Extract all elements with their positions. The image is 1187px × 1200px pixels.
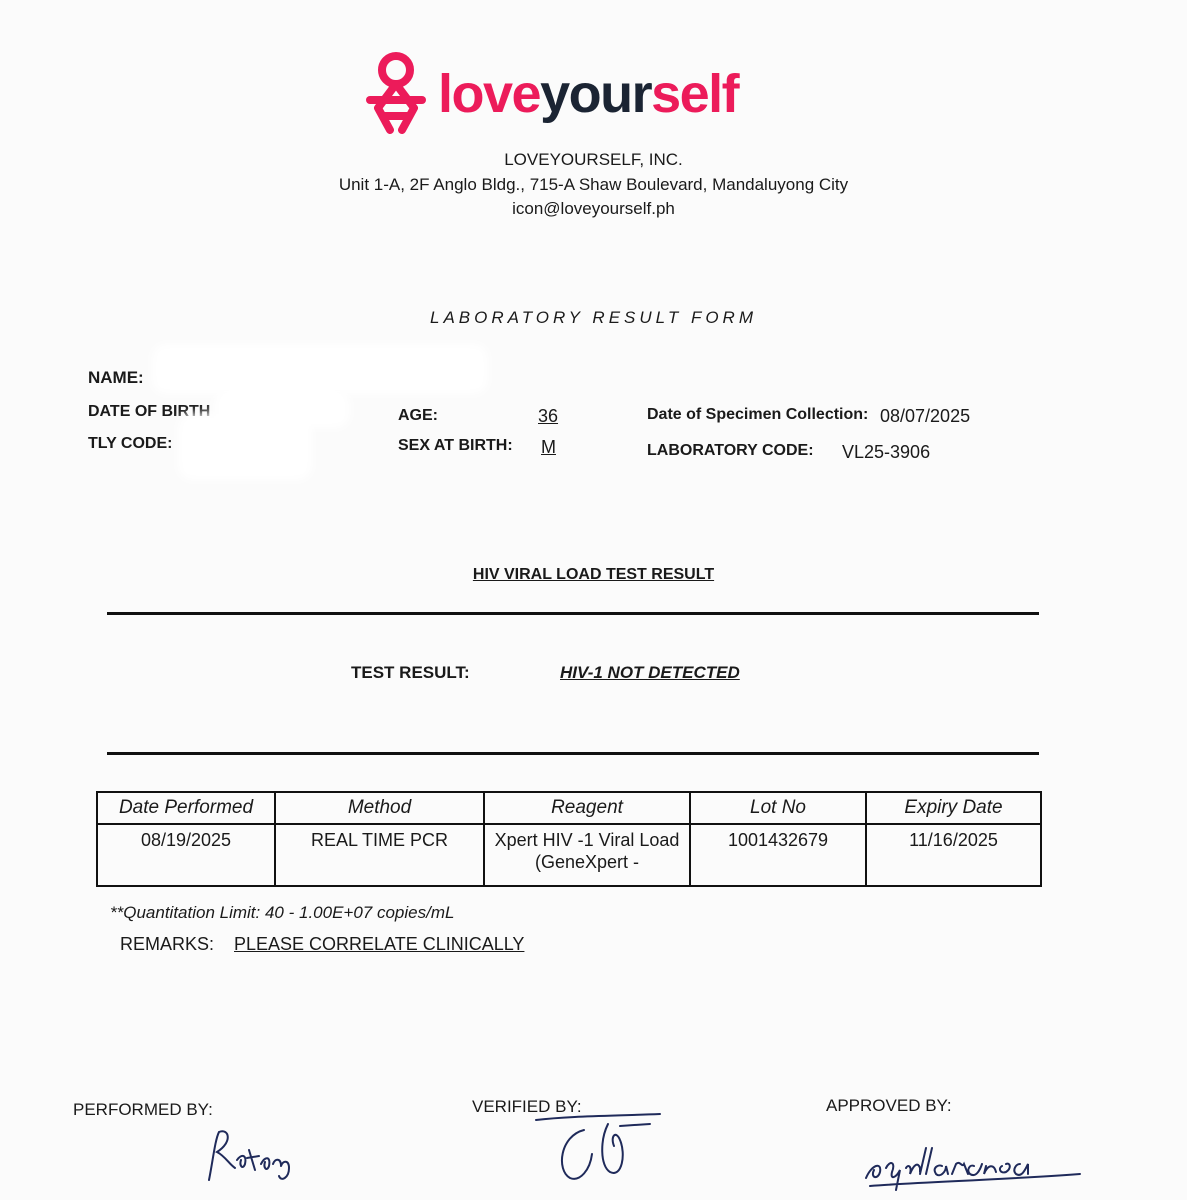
results-table	[96, 791, 1042, 887]
age-value: 36	[538, 406, 559, 426]
redacted-dob	[222, 398, 342, 420]
verified-signature-icon	[530, 1110, 670, 1190]
header-expiry-date: Expiry Date	[866, 792, 1041, 824]
sex-value: M	[541, 437, 556, 457]
wordmark-love: love	[438, 64, 541, 124]
verified-by-label: VERIFIED BY:	[472, 1097, 582, 1116]
form-title: LABORATORY RESULT FORM	[430, 308, 757, 327]
header-lot-no: Lot No	[690, 792, 866, 824]
wordmark-your: your	[540, 64, 652, 124]
section-title: HIV VIRAL LOAD TEST RESULT	[472, 566, 715, 583]
company-address: Unit 1-A, 2F Anglo Bldg., 715-A Shaw Boulevard, Mandaluyong City	[338, 175, 849, 194]
test-result-label: TEST RESULT:	[351, 663, 470, 682]
test-result-value: HIV-1 NOT DETECTED	[560, 663, 740, 682]
redacted-name	[160, 352, 480, 386]
cell-date-performed: 08/19/2025	[97, 824, 275, 886]
approved-by-label: APPROVED BY:	[826, 1096, 952, 1115]
table-header-row	[97, 792, 1041, 824]
lab-code-value: VL25-3906	[842, 442, 931, 462]
cell-expiry-date: 11/16/2025	[866, 824, 1041, 886]
dob-label: DATE OF BIRTH	[88, 403, 211, 420]
table-row	[97, 824, 1041, 886]
tly-code-label: TLY CODE:	[88, 435, 173, 452]
wordmark-self: self	[651, 64, 739, 124]
cell-reagent: Xpert HIV -1 Viral Load (GeneXpert -	[484, 824, 690, 886]
remarks-value: PLEASE CORRELATE CLINICALLY	[234, 934, 525, 954]
name-label: NAME:	[88, 368, 144, 387]
remarks-label: REMARKS:	[120, 934, 215, 954]
approved-signature-icon	[860, 1138, 1090, 1194]
performed-by-label: PERFORMED BY:	[73, 1100, 213, 1119]
sex-label: SEX AT BIRTH:	[398, 437, 513, 454]
company-email: icon@loveyourself.ph	[512, 199, 675, 218]
cell-lot-no: 1001432679	[690, 824, 866, 886]
age-label: AGE:	[398, 407, 438, 424]
header-method: Method	[275, 792, 484, 824]
brand-wordmark	[438, 62, 738, 126]
performed-signature-icon	[195, 1120, 305, 1190]
header-date-performed: Date Performed	[97, 792, 275, 824]
collection-date-label: Date of Specimen Collection:	[647, 406, 869, 423]
redacted-tly-code	[186, 422, 304, 472]
collection-date-value: 08/07/2025	[880, 406, 971, 426]
divider-top	[107, 612, 1039, 615]
divider-bottom	[107, 752, 1039, 755]
header-reagent: Reagent	[484, 792, 690, 824]
company-name: LOVEYOURSELF, INC.	[504, 150, 683, 169]
lab-code-label: LABORATORY CODE:	[647, 442, 814, 459]
quantitation-limit: **Quantitation Limit: 40 - 1.00E+07 copies/mL	[110, 903, 455, 922]
cell-method: REAL TIME PCR	[275, 824, 484, 886]
